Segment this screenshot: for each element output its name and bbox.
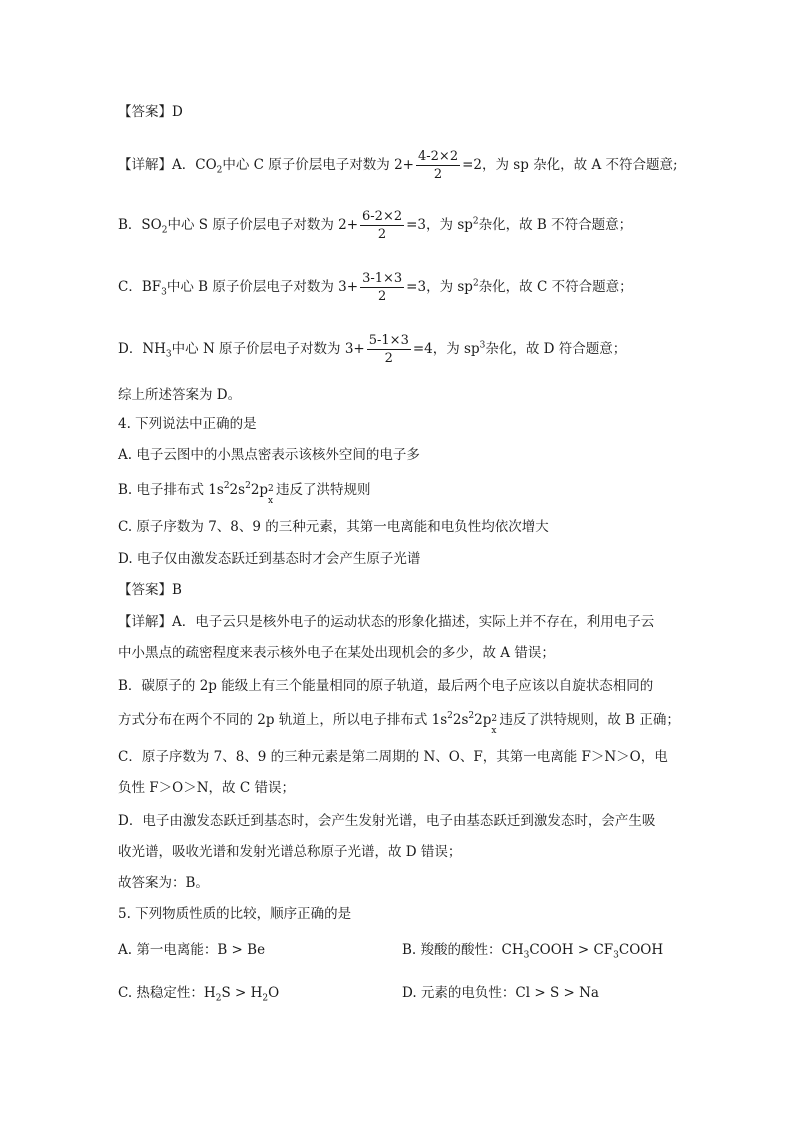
q4-explanation-b-line1: B．碳原子的 2p 能级上有三个能量相同的原子轨道，最后两个电子应该以自旋状态相同的 (118, 678, 654, 694)
q4-stem: 4. 下列说法中正确的是 (118, 416, 257, 432)
fraction: $\frac{3-1\times 3}{2}$ (362, 271, 403, 304)
q4-explanation-d-line2: 收光谱，吸收光谱和发射光谱总称原子光谱，故 D 错误； (118, 844, 462, 860)
q5-option-d: D. 元素的电负性：Cl > S > Na (402, 985, 599, 1001)
q4-explanation-b-line2: 方式分布在两个不同的 2p 轨道上，所以电子排布式 $1s^22s^22p$ 2 x 违反了洪特规则，故 B 正确； (118, 711, 680, 736)
q4-explanation-c-line2: 负性 F＞O＞N，故 C 错误； (118, 780, 295, 796)
q5-option-a: A. 第一电离能：B > Be (118, 942, 266, 958)
q5-stem: 5. 下列物质性质的比较，顺序正确的是 (118, 906, 352, 922)
q4-option-a: A. 电子云图中的小黑点密表示该核外空间的电子多 (118, 447, 420, 463)
q3-explanation-c: C．$BF_3$中心 B 原子价层电子对数为 3+ $\frac{3-1\times 3}{2}$ =3，为 $sp^2$杂化，故 C 不符合题意； (118, 271, 633, 304)
q3-explanation-b: B．$SO_2$中心 S 原子价层电子对数为 2+ $\frac{6-2\times 2}{2}$ =3，为 $sp^2$杂化，故 B 不符合题意； (118, 209, 633, 242)
q5-option-c: C. 热稳定性：$H_2S > H_2O$ (118, 985, 280, 1004)
q4-option-b: B. 电子排布式 $1s^22s^22p$ 2 x 违反了洪特规则 (118, 481, 371, 506)
fraction: $\frac{5-1\times 3}{2}$ (368, 333, 409, 366)
q4-explanation-a-line1: 【详解】A．电子云只是核外电子的运动状态的形象化描述，实际上并不存在，利用电子云 (118, 614, 655, 630)
fraction: $\frac{4-2\times 2}{2}$ (418, 149, 459, 182)
q4-option-d: D. 电子仅由激发态跃迁到基态时才会产生原子光谱 (118, 551, 421, 567)
q4-explanation-a-line2: 中小黑点的疏密程度来表示核外电子在某处出现机会的多少，故 A 错误； (118, 645, 555, 661)
q3-answer: 【答案】D (118, 104, 183, 120)
q4-option-c: C. 原子序数为 7、8、9 的三种元素，其第一电离能和电负性均依次增大 (118, 519, 549, 535)
q3-explanation-a: 【详解】A．$CO_2$中心 C 原子价层电子对数为 2+ $\frac{4-2\times 2}{2}$ =2，为 sp 杂化，故 A 不符合题意; (118, 149, 678, 182)
fraction: $\frac{6-2\times 2}{2}$ (362, 209, 403, 242)
q4-explanation-d-line1: D．电子由激发态跃迁到基态时，会产生发射光谱，电子由基态跃迁到激发态时，会产生吸 (118, 813, 656, 829)
q3-summary: 综上所述答案为 D。 (118, 387, 242, 403)
q3-explanation-d: D．$NH_3$中心 N 原子价层电子对数为 3+ $\frac{5-1\times 3}{2}$ =4，为 $sp^3$杂化，故 D 符合题意； (118, 333, 627, 366)
q5-option-b: B. 羧酸的酸性：$CH_3COOH$ > $CF_3COOH$ (402, 942, 664, 961)
q4-explanation-c-line1: C．原子序数为 7、8、9 的三种元素是第二周期的 N、O、F，其第一电离能 F＞N＞O，电 (118, 749, 668, 765)
q4-conclusion: 故答案为：B。 (118, 875, 209, 891)
q4-answer: 【答案】B (118, 582, 182, 598)
